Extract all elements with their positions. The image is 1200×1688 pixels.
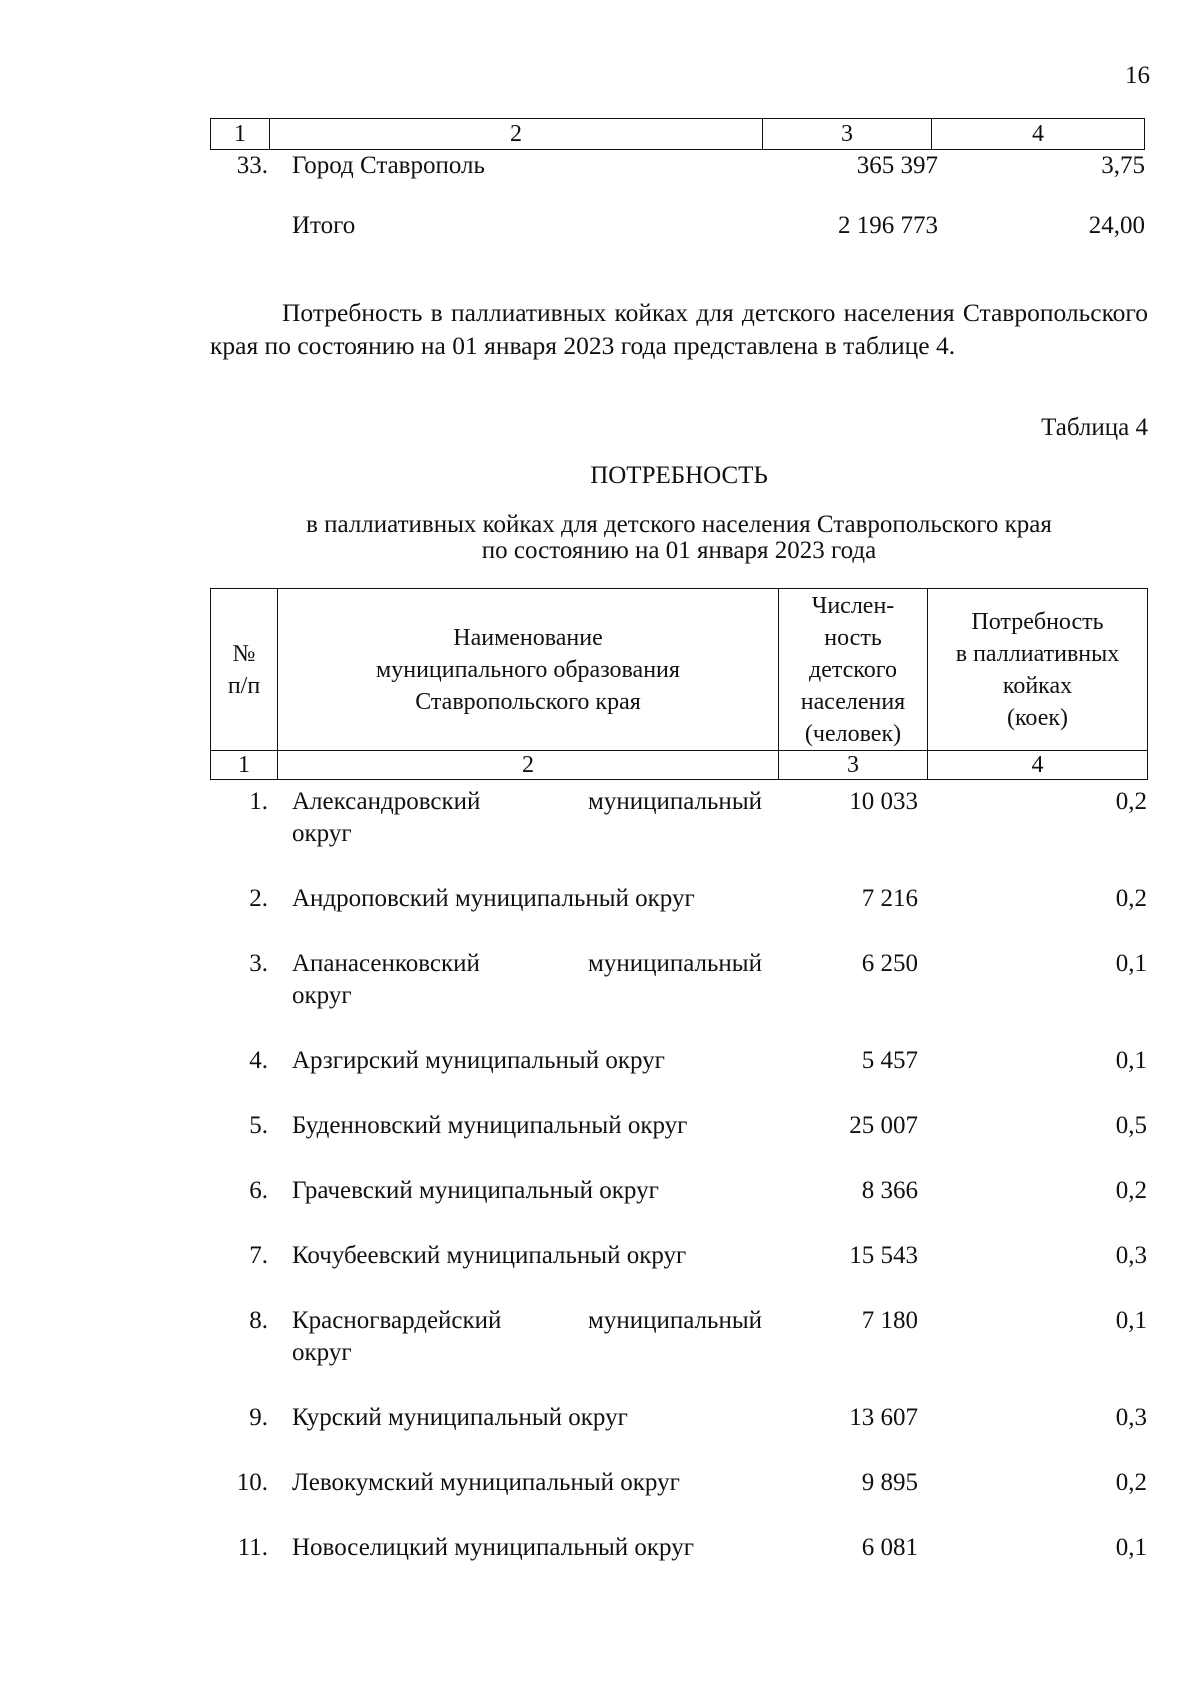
row-number: 9. — [249, 1404, 268, 1431]
table-row — [210, 948, 1148, 1045]
row-beds: 0,3 — [1115, 1242, 1147, 1269]
row-beds: 0,2 — [1115, 885, 1147, 912]
row-population: 9 895 — [861, 1469, 918, 1496]
row-number: 5. — [249, 1112, 268, 1139]
table-row — [210, 1402, 1148, 1467]
continuation-table-header — [210, 118, 1145, 150]
row-name: Буденновский муниципальный округ — [292, 1112, 688, 1139]
row-number: 1. — [249, 788, 268, 815]
row-beds: 0,2 — [1115, 788, 1147, 815]
row-population: 7 180 — [861, 1307, 918, 1334]
column-number-4: 4 — [932, 119, 1145, 150]
row-beds: 0,2 — [1115, 1469, 1147, 1496]
row-name: Андроповский муниципальный округ — [292, 885, 695, 912]
row-beds: 0,3 — [1115, 1404, 1147, 1431]
row-population: 6 081 — [861, 1534, 918, 1561]
row-name: Красногвардейский муниципальный округ — [292, 1307, 762, 1366]
row-name: Апанасенковский муниципальный округ — [292, 950, 762, 1009]
column-number-3: 3 — [779, 751, 928, 780]
subtitle-line-2: по состоянию на 01 января 2023 года — [481, 537, 877, 564]
header-beds: Потребность в паллиативных койках (коек) — [928, 589, 1148, 751]
row-number: 33. — [236, 152, 268, 179]
column-number-3: 3 — [763, 119, 932, 150]
row-number: 10. — [236, 1469, 268, 1496]
column-number-4: 4 — [928, 751, 1148, 780]
column-number-1: 1 — [211, 751, 278, 780]
row-beds: 0,5 — [1115, 1112, 1147, 1139]
page-number: 16 — [1125, 62, 1150, 89]
table-row — [210, 1110, 1148, 1175]
row-population: 2 196 773 — [838, 212, 938, 239]
table-row — [210, 150, 1145, 210]
row-beds: 0,1 — [1115, 1047, 1147, 1074]
row-population: 365 397 — [856, 152, 938, 179]
table-row — [210, 1305, 1148, 1402]
header-population: Числен- ность детского населения (человек) — [779, 589, 928, 751]
row-population: 25 007 — [849, 1112, 918, 1139]
row-population: 5 457 — [861, 1047, 918, 1074]
table-subtitle — [210, 512, 1148, 564]
continuation-table-body — [210, 150, 1145, 242]
row-name: Город Ставрополь — [292, 152, 485, 179]
row-name: Арзгирский муниципальный округ — [292, 1047, 665, 1074]
column-number-2: 2 — [270, 119, 763, 150]
row-number: 2. — [249, 885, 268, 912]
row-beds: 3,75 — [1101, 152, 1145, 179]
subtitle-line-1: в паллиативных койках для детского населения Ставропольского края — [306, 511, 1052, 538]
table-header — [210, 588, 1148, 780]
row-population: 6 250 — [861, 950, 918, 977]
table-title: ПОТРЕБНОСТЬ — [590, 462, 768, 489]
table-row — [210, 883, 1148, 948]
row-number: 8. — [249, 1307, 268, 1334]
table-row — [210, 786, 1148, 883]
row-population: 10 033 — [849, 788, 918, 815]
row-beds: 0,2 — [1115, 1177, 1147, 1204]
row-number: 7. — [249, 1242, 268, 1269]
total-row — [210, 210, 1145, 242]
row-name: Александровский муниципальный округ — [292, 788, 762, 847]
table-row — [210, 1045, 1148, 1110]
header-number: № п/п — [211, 589, 278, 751]
row-beds: 24,00 — [1088, 212, 1145, 239]
column-number-1: 1 — [211, 119, 270, 150]
table-row — [210, 1532, 1148, 1597]
table-row — [210, 1175, 1148, 1240]
row-population: 8 366 — [861, 1177, 918, 1204]
row-number: 11. — [237, 1534, 268, 1561]
table-row — [210, 1467, 1148, 1532]
row-beds: 0,1 — [1115, 1534, 1147, 1561]
table-row — [210, 1240, 1148, 1305]
column-number-2: 2 — [278, 751, 779, 780]
table-body — [210, 786, 1148, 1597]
row-name: Кочубеевский муниципальный округ — [292, 1242, 687, 1269]
table-label: Таблица 4 — [1041, 414, 1148, 441]
row-beds: 0,1 — [1115, 1307, 1147, 1334]
row-number: 3. — [249, 950, 268, 977]
row-population: 13 607 — [849, 1404, 918, 1431]
row-name: Левокумский муниципальный округ — [292, 1469, 680, 1496]
body-paragraph: Потребность в паллиативных койках для детского населения Ставропольского края по состоянию на 01 января 2023 года представлена в таблице 4. — [210, 298, 1148, 360]
row-name: Новоселицкий муниципальный округ — [292, 1534, 694, 1561]
row-population: 7 216 — [861, 885, 918, 912]
row-number: 4. — [249, 1047, 268, 1074]
header-name: Наименование муниципального образования Ставропольского края — [278, 589, 779, 751]
row-name: Итого — [292, 212, 356, 239]
row-name: Курский муниципальный округ — [292, 1404, 628, 1431]
row-population: 15 543 — [849, 1242, 918, 1269]
row-beds: 0,1 — [1115, 950, 1147, 977]
row-number: 6. — [249, 1177, 268, 1204]
row-name: Грачевский муниципальный округ — [292, 1177, 659, 1204]
